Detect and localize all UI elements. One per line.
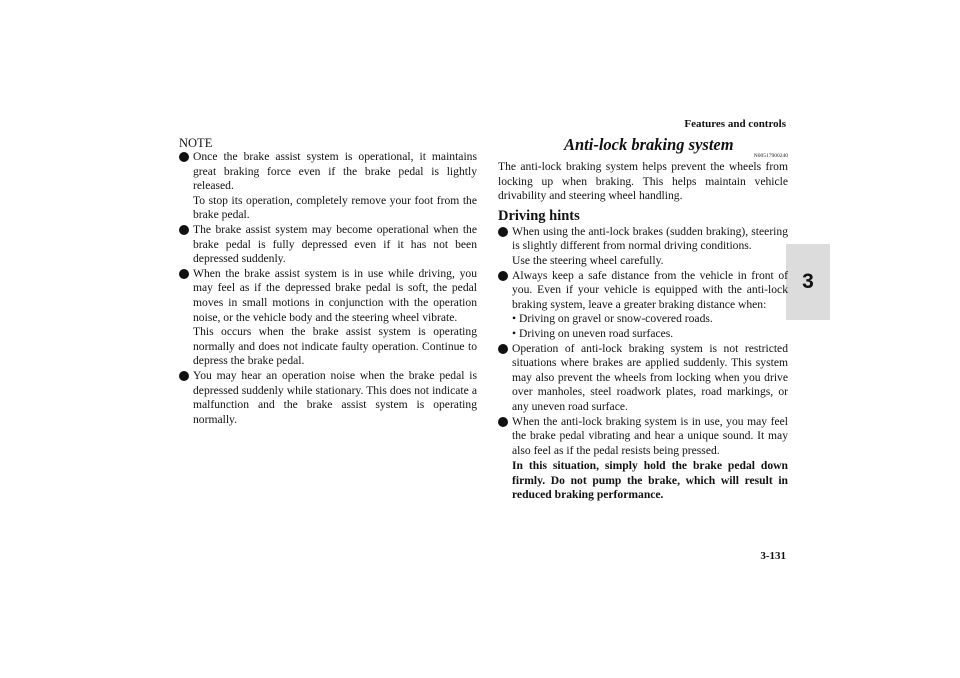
item-text: You may hear an operation noise when the brake pedal is depressed suddenly while stationary. This does not indicate a malfunction and the brake assist system is operating normally.	[193, 368, 477, 426]
bullet-icon	[179, 371, 189, 381]
list-item	[498, 415, 788, 504]
bullet-icon	[179, 152, 189, 162]
list-item	[179, 150, 477, 223]
list-item	[179, 267, 477, 369]
bullet-icon	[498, 344, 508, 354]
page-number: 3-131	[760, 550, 786, 562]
note-label: NOTE	[179, 136, 213, 150]
left-column	[179, 136, 477, 427]
bullet-icon	[179, 225, 189, 235]
item-text: When the brake assist system is in use while driving, you may feel as if the depressed brake pedal is soft, the pedal moves in small motions in conjunction with the operation noise, or the vehicle body and the steering wheel vibrate.	[193, 266, 477, 324]
list-item	[179, 223, 477, 267]
item-text: When using the anti-lock brakes (sudden braking), steering is slightly different from normal driving conditions.	[512, 224, 788, 253]
list-item	[498, 342, 788, 415]
list-item	[498, 269, 788, 342]
intro-paragraph: The anti-lock braking system helps prevent the wheels from locking up when braking. This helps maintain vehicle drivability and steering wheel handling.	[498, 160, 788, 203]
item-subline: • Driving on gravel or snow-covered roads.	[512, 312, 713, 326]
item-text: Use the steering wheel carefully.	[512, 253, 664, 267]
bullet-icon	[498, 417, 508, 427]
item-text: This occurs when the brake assist system is operating normally and does not indicate faulty operation. Continue to depress the brake pedal.	[193, 325, 477, 368]
right-column	[498, 136, 788, 503]
item-text: When the anti-lock braking system is in use, you may feel the brake pedal vibrating and hear a unique sound. It may also feel as if the pedal resists being pressed.	[512, 414, 788, 457]
subheading: Driving hints	[498, 207, 580, 224]
chapter-tab	[786, 244, 830, 320]
item-subline: • Driving on uneven road surfaces.	[512, 326, 674, 340]
running-header: Features and controls	[684, 118, 786, 130]
warning-text: In this situation, simply hold the brake pedal down firmly. Do not pump the brake, which will result in reduced braking performance.	[512, 459, 788, 502]
hints-list	[498, 225, 788, 503]
item-text: The brake assist system may become operational when the brake pedal is fully depressed even if it has not been depressed suddenly.	[193, 222, 477, 266]
list-item	[179, 369, 477, 427]
bullet-icon	[179, 269, 189, 279]
bullet-icon	[498, 271, 508, 281]
note-list	[179, 150, 477, 427]
item-text: To stop its operation, completely remove your foot from the brake pedal.	[193, 193, 477, 222]
chapter-number: 3	[802, 270, 814, 293]
item-text: Once the brake assist system is operational, it maintains great braking force even if the brake pedal is lightly released.	[193, 150, 477, 193]
item-text: Always keep a safe distance from the vehicle in front of you. Even if your vehicle is equipped with the anti-lock braking system, leave a greater braking distance when:	[512, 268, 788, 311]
reference-code: N00517900240	[753, 153, 788, 159]
item-text: Operation of anti-lock braking system is not restricted situations where brakes are applied suddenly. This system may also prevent the wheels from locking when you drive over manholes, steel roadwork plates, road markings, or any uneven road surface.	[512, 341, 788, 413]
list-item	[498, 225, 788, 269]
bullet-icon	[498, 227, 508, 237]
section-title: Anti-lock braking system	[564, 135, 734, 154]
